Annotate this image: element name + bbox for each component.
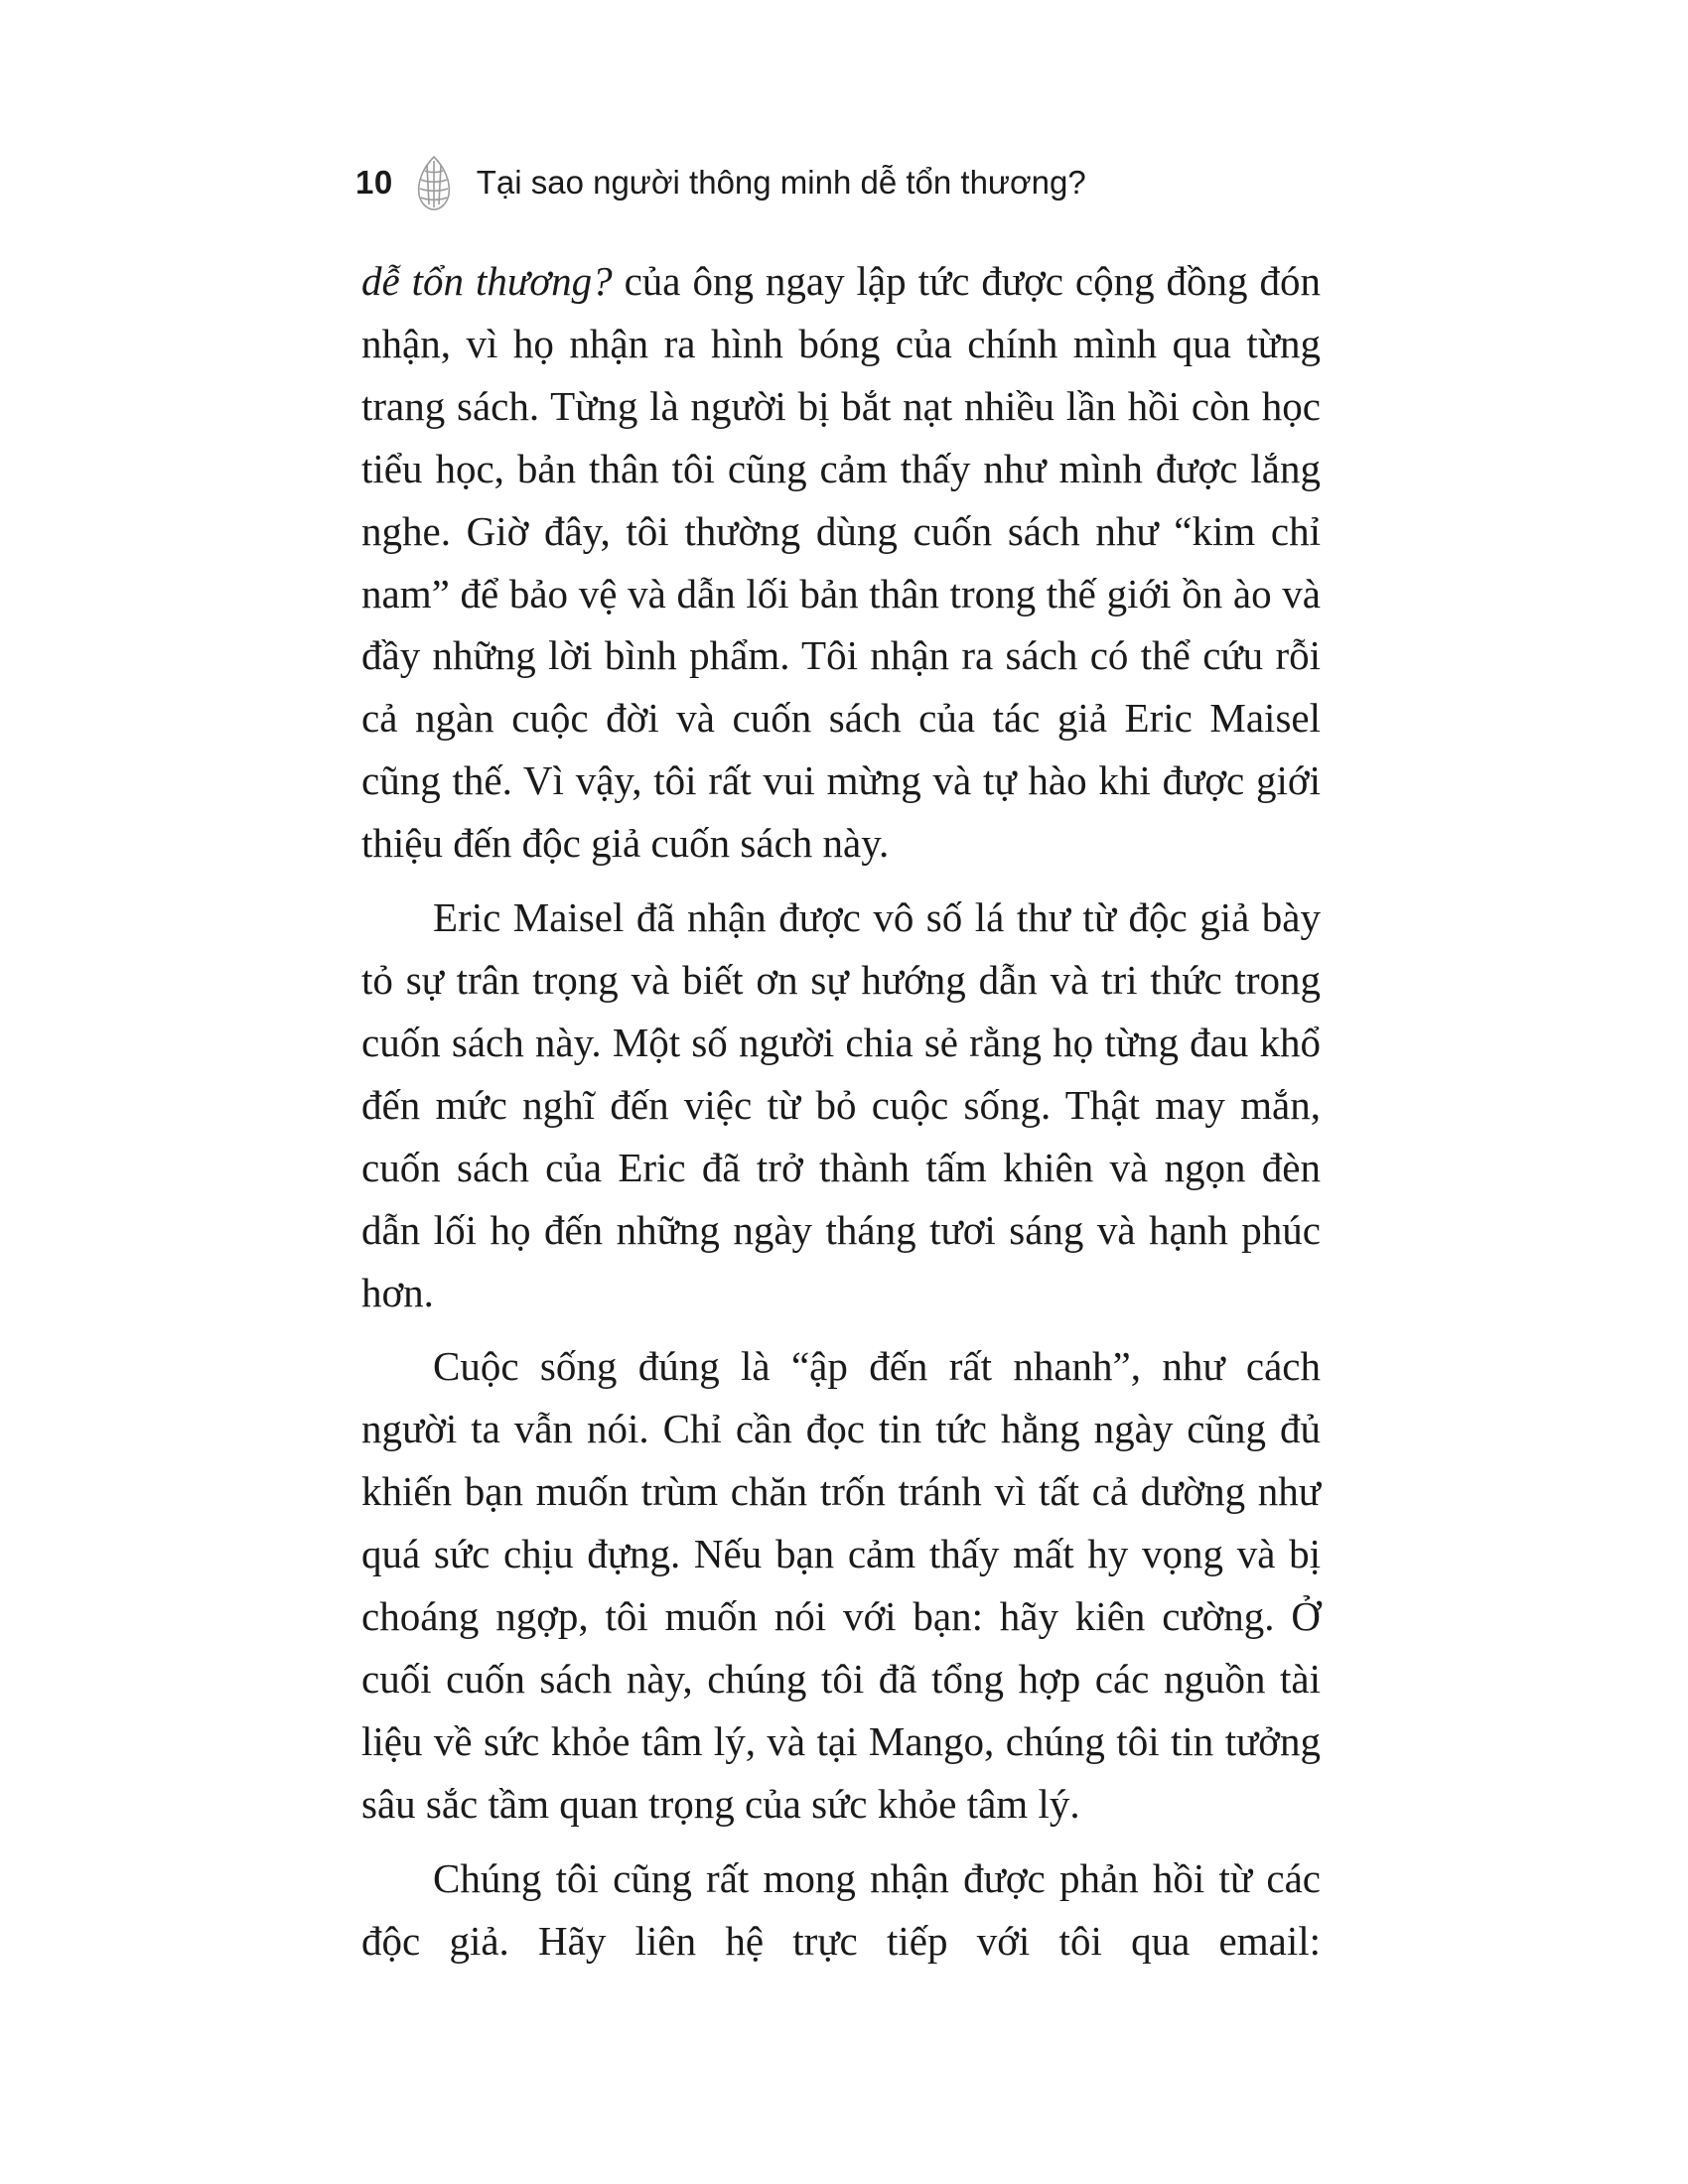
running-title: Tại sao người thông minh dễ tổn thương? bbox=[476, 164, 1086, 201]
paragraph-1-text: của ông ngay lập tức được cộng đồng đón nhận, vì họ nhận ra hình bóng của chính mình qua từng trang sách. Từng là người bị bắt nạt nhiều lần hồi còn học tiểu học, bản thân tôi cũng cảm thấy như mình được lắng nghe. Giờ đây, tôi thường dùng cuốn sách như “kim chỉ nam” để bảo vệ và dẫn lối bản thân trong thế giới ồn ào và đầy những lời bình phẩm. Tôi nhận ra sách có thể cứu rỗi cả ngàn cuộc đời và cuốn sách của tác giả Eric Maisel cũng thế. Vì vậy, tôi rất vui mừng và tự hào khi được giới thiệu đến độc giả cuốn sách này. bbox=[361, 258, 1321, 867]
paragraph-2: Eric Maisel đã nhận được vô số lá thư từ độc giả bày tỏ sự trân trọng và biết ơn sự hướng dẫn và tri thức trong cuốn sách này. Một số người chia sẻ rằng họ từng đau khổ đến mức nghĩ đến việc từ bỏ cuộc sống. Thật may mắn, cuốn sách của Eric đã trở thành tấm khiên và ngọn đèn dẫn lối họ đến những ngày tháng tươi sáng và hạnh phúc hơn. bbox=[361, 894, 1321, 1315]
paragraph-4: Chúng tôi cũng rất mong nhận được phản hồi từ các độc giả. Hãy liên hệ trực tiếp với tôi qua email: bbox=[361, 1854, 1321, 1964]
running-header bbox=[355, 159, 1086, 206]
page-number: 10 bbox=[355, 164, 393, 201]
paragraph-3: Cuộc sống đúng là “ập đến rất nhanh”, như cách người ta vẫn nói. Chỉ cần đọc tin tức hằng ngày cũng đủ khiến bạn muốn trùm chăn trốn tránh vì tất cả dường như quá sức chịu đựng. Nếu bạn cảm thấy mất hy vọng và bị choáng ngợp, tôi muốn nói với bạn: hãy kiên cường. Ở cuối cuốn sách này, chúng tôi đã tổng hợp các nguồn tài liệu về sức khỏe tâm lý, và tại Mango, chúng tôi tin tưởng sâu sắc tầm quan trọng của sức khỏe tâm lý. bbox=[361, 1343, 1321, 1827]
paragraph-1 bbox=[361, 250, 1321, 875]
pinecone-ornament-icon bbox=[411, 153, 457, 212]
body-text bbox=[361, 250, 1321, 1972]
italic-book-title: dễ tổn thương? bbox=[361, 258, 613, 304]
